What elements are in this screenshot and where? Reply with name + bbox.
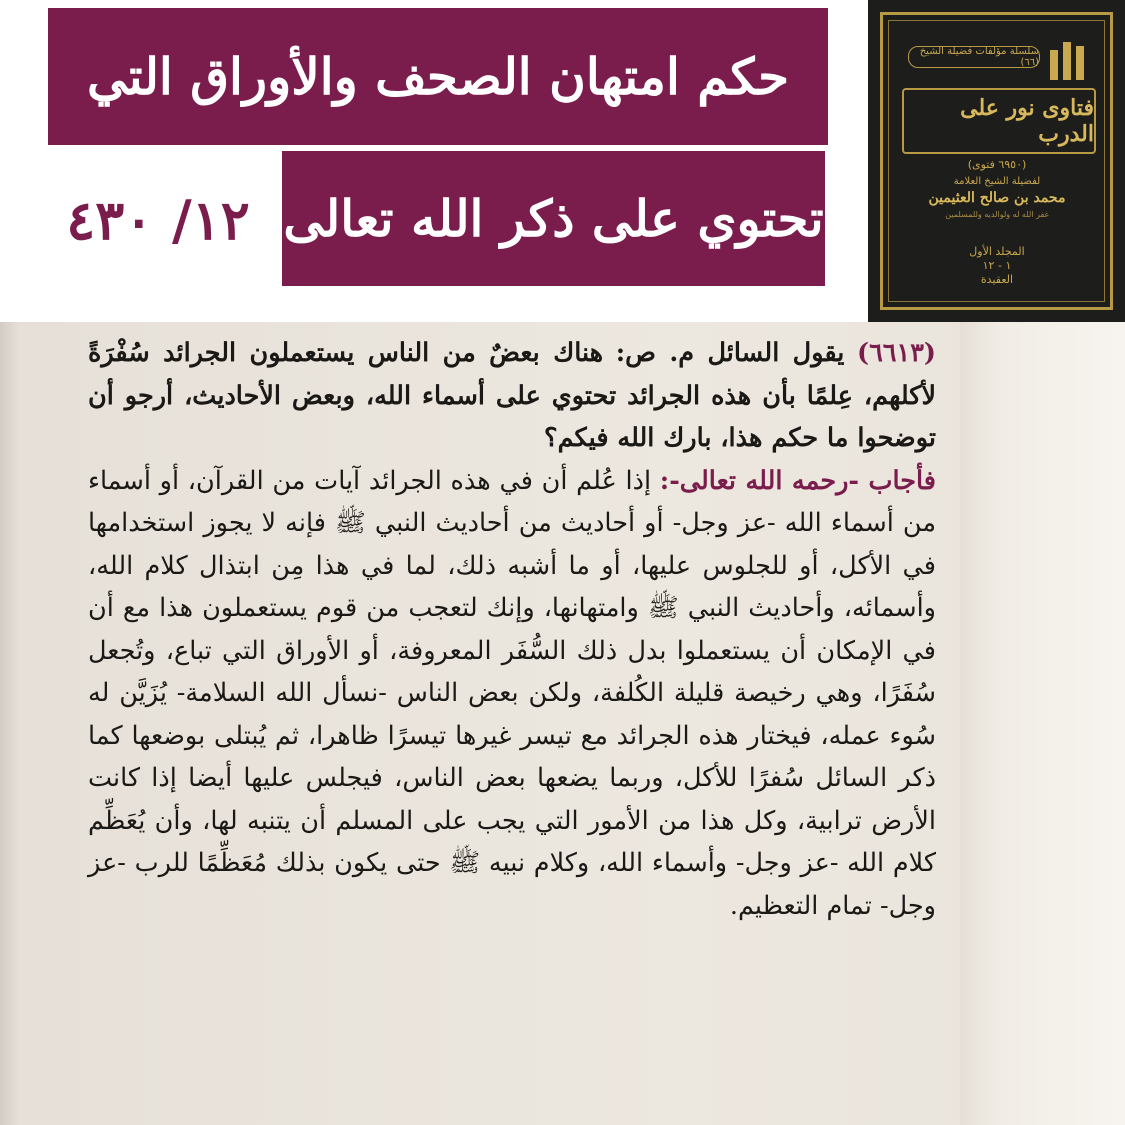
- cover-volume: [928, 245, 1066, 287]
- answer-paragraph: [88, 460, 936, 928]
- books-emblem-icon: [1050, 40, 1094, 80]
- book-page-photo: [0, 322, 1125, 1125]
- title-banner-line1: [48, 8, 828, 145]
- cover-publisher: غفر الله له ولوالديه وللمسلمين: [945, 210, 1049, 219]
- volume-page-reference: ١٢/ ٤٣٠: [66, 188, 250, 252]
- question-intro: يقول السائل م. ص:: [615, 338, 845, 368]
- title-line2: تحتوي على ذكر الله تعالى: [283, 189, 824, 248]
- cover-series: سلسلة مؤلفات فضيلة الشيخ (٦٦): [908, 46, 1040, 68]
- cover-title: فتاوى نور على الدرب: [902, 88, 1096, 154]
- title-banner-line2: [282, 151, 825, 286]
- cover-count: (٦٩٥٠ فتوى): [967, 158, 1027, 171]
- page-spine-shade: [960, 322, 1125, 1125]
- cover-author: محمد بن صالح العثيمين: [928, 190, 1066, 206]
- question-paragraph: [88, 332, 936, 460]
- cover-volume-label: المجلد الأول: [969, 245, 1025, 258]
- cover-author-title: لفضيلة الشيخ العلامة: [953, 176, 1041, 187]
- question-number: (٦٦١٣): [857, 338, 936, 368]
- cover-volume-range: ١ - ١٢: [982, 259, 1012, 272]
- title-line1: حكم امتهان الصحف والأوراق التي: [86, 47, 790, 106]
- book-cover-image: [868, 0, 1125, 322]
- question-text: هناك بعضٌ من الناس يستعملون الجرائد سُفْرَةً لأكلهم، عِلمًا بأن هذه الجرائد تحتوي على أسماء الله، وبعض الأحاديث، أرجو أن توضحوا ما حكم هذا، بارك الله فيكم؟: [88, 338, 936, 453]
- cover-subject: العقيدة: [980, 273, 1014, 286]
- fatwa-text: [88, 332, 936, 1122]
- answer-text: إذا عُلم أن في هذه الجرائد آيات من القرآن، أو أسماء من أسماء الله -عز وجل- أو أحاديث من أحاديث النبي ﷺ فإنه لا يجوز استخدامها في الأكل، أو للجلوس عليها، أو ما أشبه ذلك، لما في هذا مِن ابتذال كلام الله، وأسمائه، وأحاديث النبي ﷺ وامتهانها، وإنك لتعجب من قوم يستعملون هذا مع أن في الإمكان أن يستعملوا بدل ذلك السُّفَر المعروفة، أو الأوراق التي تباع، وتُجعل سُفَرًا، وهي رخيصة قليلة الكُلفة، ولكن بعض الناس -نسأل الله السلامة- يُزَيَّن له سُوء عمله، فيختار هذه الجرائد مع تيسر غيرها تيسرًا ظاهرا، ثم يُبتلى بوضعها كما ذكر السائل سُفرًا للأكل، وربما يضعها بعض الناس، فيجلس عليها أيضا إذا كانت الأرض ترابية، وكل هذا من الأمور التي يجب على المسلم أن يتنبه لها، وأن يُعَظِّم كلام الله -عز وجل- وأسماء الله، وكلام نبيه ﷺ حتى يكون بذلك مُعَظِّمًا للرب -عز وجل- تمام التعظيم.: [88, 465, 936, 921]
- answer-intro: فأجاب -رحمه الله تعالى-:: [659, 465, 936, 496]
